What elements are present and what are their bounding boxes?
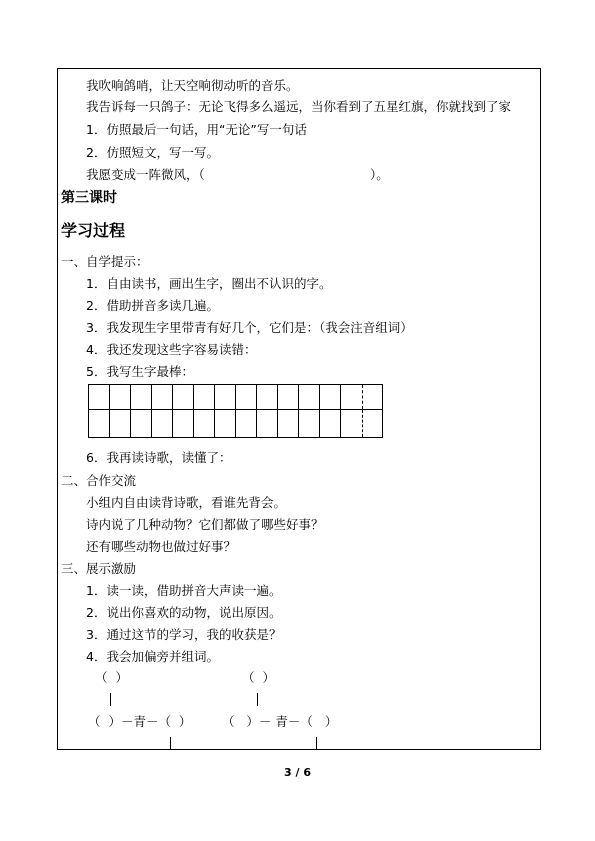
section-item: 1．自由读书，画出生字，圈出不认识的字。 bbox=[86, 276, 332, 291]
section-item: 4．我会加偏旁并组词。 bbox=[86, 649, 219, 664]
grid-cell bbox=[236, 410, 257, 438]
grid-guide-line bbox=[362, 385, 363, 409]
page-number: 3 / 6 bbox=[284, 766, 311, 779]
section-item: 1．读一读，借助拼音大声读一遍。 bbox=[86, 583, 282, 598]
grid-cell bbox=[215, 385, 236, 410]
grid-cell bbox=[341, 385, 383, 410]
section-item: 2．说出你喜欢的动物，说出原因。 bbox=[86, 605, 282, 620]
section-item: 6．我再读诗歌，读懂了： bbox=[86, 450, 232, 465]
lesson-title: 第三课时 bbox=[61, 190, 117, 206]
grid-cell bbox=[173, 385, 194, 410]
poem-line: 我吹响鸽哨，让天空响彻动听的音乐。 bbox=[86, 78, 299, 93]
grid-cell bbox=[299, 410, 320, 438]
grid-cell bbox=[257, 385, 278, 410]
section-item: 还有哪些动物也做过好事？ bbox=[86, 539, 237, 554]
section-item: 5．我写生字最棒： bbox=[86, 364, 194, 379]
grid-cell bbox=[131, 410, 152, 438]
grid-cell bbox=[89, 410, 110, 438]
section-heading: 三、展示激励 bbox=[61, 561, 137, 576]
section-item: 诗内说了几种动物？它们都做了哪些好事？ bbox=[86, 517, 324, 532]
grid-cell bbox=[152, 410, 173, 438]
exercise-item: 2．仿照短文，写一写。 bbox=[86, 145, 219, 160]
grid-cell bbox=[194, 385, 215, 410]
grid-cell bbox=[89, 385, 110, 410]
section-item: 3．我发现生字里带青有好几个，它们是：（我会注音组词） bbox=[86, 320, 413, 335]
grid-cell bbox=[299, 385, 320, 410]
section-heading: 一、自学提示： bbox=[61, 254, 149, 269]
section-item: 2．借助拼音多读几遍。 bbox=[86, 298, 219, 313]
grid-cell bbox=[278, 410, 299, 438]
grid-cell bbox=[110, 385, 131, 410]
radical-blank: （ ） bbox=[242, 670, 275, 685]
connector-line bbox=[316, 737, 317, 750]
grid-cell bbox=[215, 410, 236, 438]
grid-cell bbox=[152, 385, 173, 410]
connector-line bbox=[170, 737, 171, 750]
section-item: 3．通过这节的学习，我的收获是？ bbox=[86, 627, 282, 642]
radical-blank: （ ） bbox=[95, 670, 128, 685]
radical-row: （ ）－青－（ ） bbox=[88, 714, 192, 729]
grid-cell bbox=[320, 385, 341, 410]
grid-guide-line bbox=[362, 410, 363, 437]
section-item: 4．我还发现这些字容易读错： bbox=[86, 342, 257, 357]
grid-cell bbox=[341, 410, 383, 438]
connector-line bbox=[257, 693, 258, 706]
grid-cell bbox=[320, 410, 341, 438]
grid-cell bbox=[257, 410, 278, 438]
fill-in-suffix: ）。 bbox=[370, 167, 389, 182]
section-heading: 二、合作交流 bbox=[61, 473, 137, 488]
connector-line bbox=[110, 693, 111, 706]
grid-cell bbox=[173, 410, 194, 438]
grid-cell bbox=[110, 410, 131, 438]
writing-grid bbox=[88, 384, 383, 438]
section-item: 小组内自由读背诗歌，看谁先背会。 bbox=[86, 495, 287, 510]
exercise-item: 1．仿照最后一句话，用“无论”写一句话 bbox=[86, 122, 307, 137]
fill-in-prefix: 我愿变成一阵微风，（ bbox=[86, 167, 205, 182]
process-title: 学习过程 bbox=[61, 221, 126, 240]
grid-cell bbox=[236, 385, 257, 410]
grid-cell bbox=[278, 385, 299, 410]
grid-cell bbox=[131, 385, 152, 410]
poem-line: 我告诉每一只鸽子：无论飞得多么遥远，当你看到了五星红旗，你就找到了家 bbox=[86, 99, 512, 114]
radical-row: （ ）－ 青－（ ） bbox=[222, 714, 338, 729]
grid-cell bbox=[194, 410, 215, 438]
